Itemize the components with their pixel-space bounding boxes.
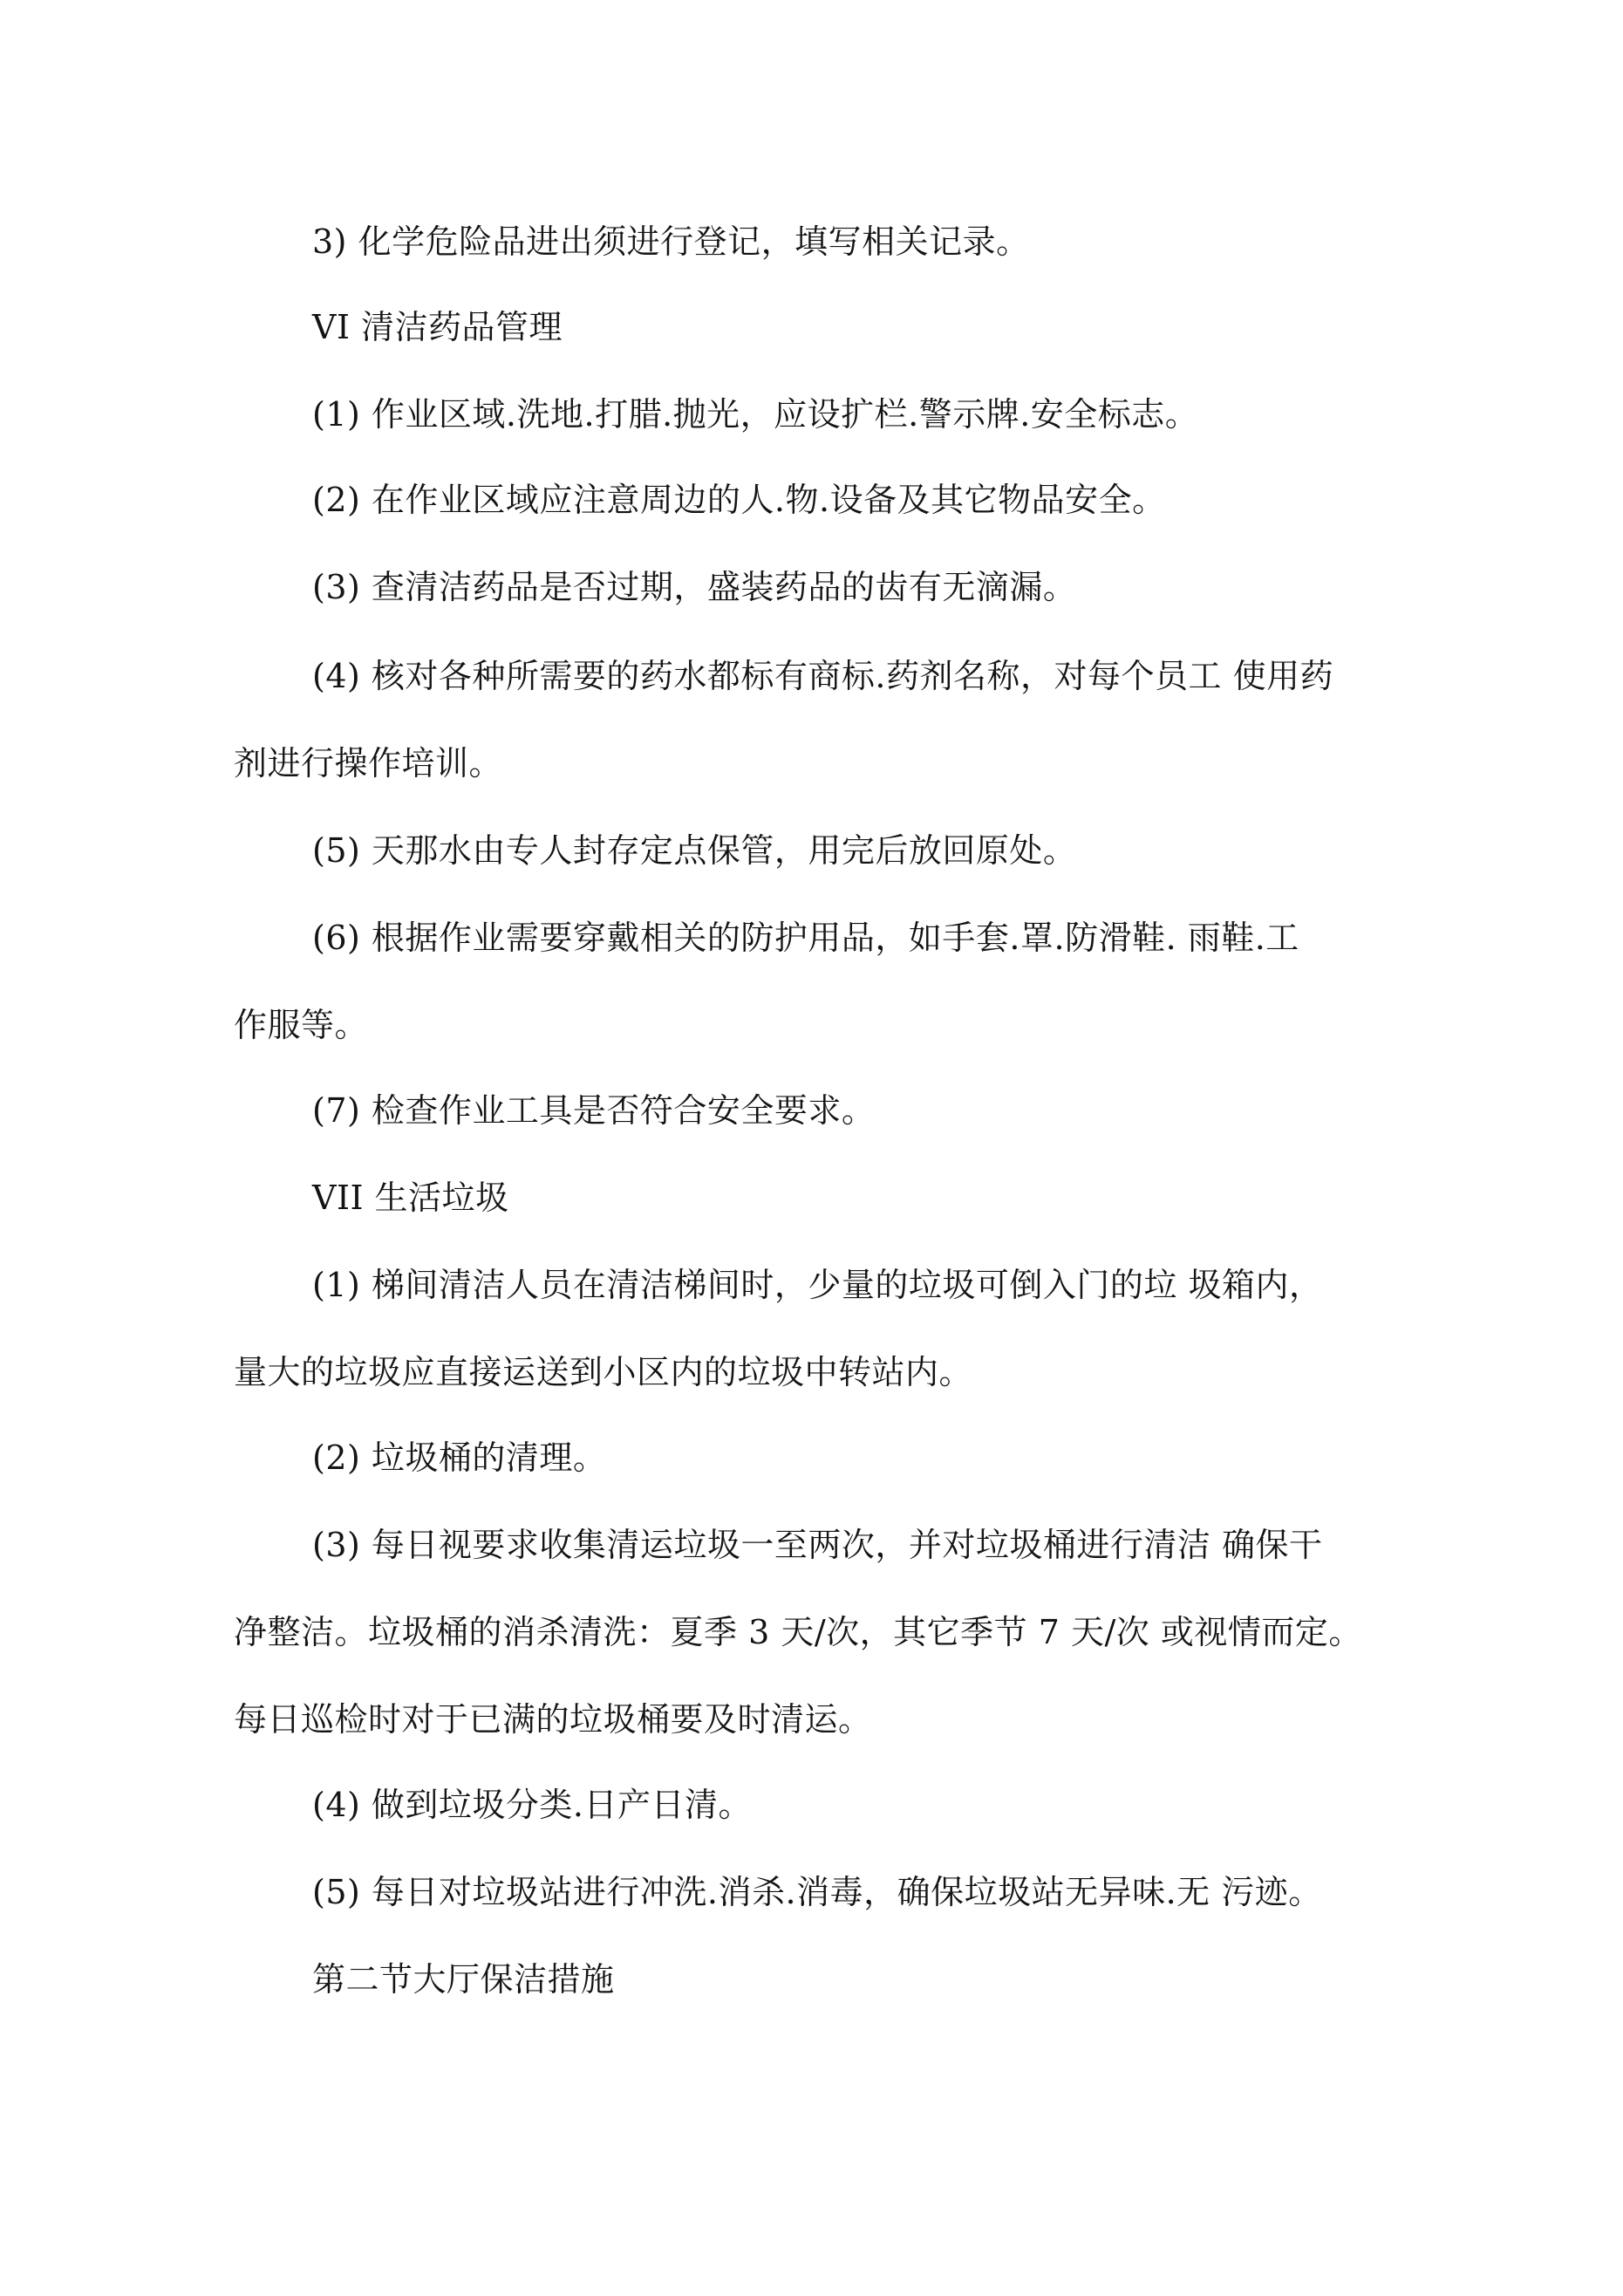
list-item-continuation: 每日巡检时对于已满的垃圾桶要及时清运。 xyxy=(234,1700,872,1739)
list-item-continuation: 剂进行操作培训。 xyxy=(234,744,503,782)
list-item-continuation: 量大的垃圾应直接运送到小区内的垃圾中转站内。 xyxy=(234,1353,973,1391)
list-item: (4) 做到垃圾分类.日产日清。 xyxy=(312,1786,752,1824)
list-item: (3) 查清洁药品是否过期，盛装药品的齿有无滴漏。 xyxy=(312,568,1077,606)
section-heading: VII 生活垃圾 xyxy=(312,1179,509,1217)
list-item: (3) 每日视要求收集清运垃圾一至两次，并对垃圾桶进行清洁 确保干 xyxy=(312,1526,1323,1564)
list-item: (4) 核对各种所需要的药水都标有商标.药剂名称，对每个员工 使用药 xyxy=(312,657,1334,695)
list-item: (2) 垃圾桶的清理。 xyxy=(312,1438,607,1477)
text-line: 3) 化学危险品进出须进行登记，填写相关记录。 xyxy=(312,222,1030,261)
section-heading: 第二节大厅保洁措施 xyxy=(312,1960,615,1999)
section-heading: VI 清洁药品管理 xyxy=(312,308,563,346)
list-item-continuation: 作服等。 xyxy=(234,1006,369,1044)
list-item: (6) 根据作业需要穿戴相关的防护用品，如手套.罩.防滑鞋. 雨鞋.工 xyxy=(312,919,1299,957)
list-item: (1) 梯间清洁人员在清洁梯间时，少量的垃圾可倒入门的垃 圾箱内， xyxy=(312,1266,1323,1304)
list-item: (5) 天那水由专人封存定点保管，用完后放回原处。 xyxy=(312,831,1077,870)
list-item: (7) 检查作业工具是否符合安全要求。 xyxy=(312,1091,876,1130)
list-item-continuation: 净整洁。垃圾桶的消杀清洗：夏季 3 天/次，其它季节 7 天/次 或视情而定。 xyxy=(234,1613,1362,1651)
list-item: (5) 每日对垃圾站进行冲洗.消杀.消毒，确保垃圾站无异味.无 污迹。 xyxy=(312,1873,1322,1911)
list-item: (1) 作业区域.洗地.打腊.抛光，应设扩栏.警示牌.安全标志。 xyxy=(312,395,1199,434)
list-item: (2) 在作业区域应注意周边的人.物.设备及其它物品安全。 xyxy=(312,481,1166,519)
